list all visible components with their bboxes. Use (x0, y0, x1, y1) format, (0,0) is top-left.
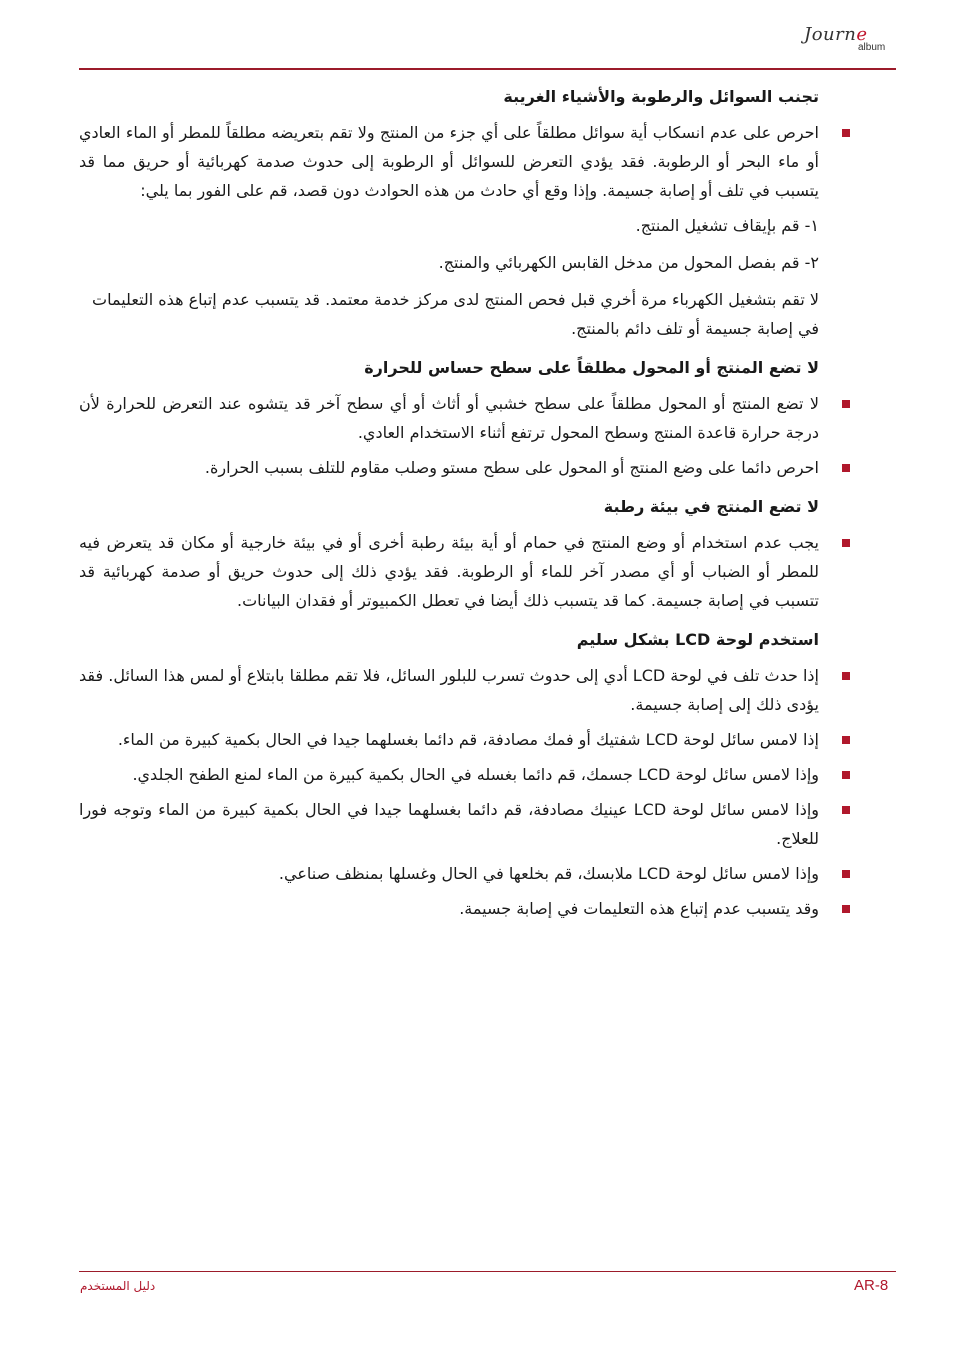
list-item: يجب عدم استخدام أو وضع المنتج في حمام أو أية بيئة رطبة أخرى أو في بيئة خارجية أو مكان قد يتعرض فيه للمطر أو الضباب أو أي مصدر آخر للماء أو الرطوبة. فقد يؤدي ذلك إلى حدوث حريق أو صدمة كهربائية قد تتسبب في إصابة جسيمة. كما قد يتسبب ذلك أيضا في تعطل الكمبيوتر أو فقدان البيانات. (79, 528, 819, 615)
list-item: احرص دائما على وضع المنتج أو المحول على سطح مستو وصلب مقاوم للتلف بسبب الحرارة. (79, 453, 819, 482)
numbered-steps (79, 211, 819, 277)
square-bullet-icon (842, 905, 850, 913)
list-item: وإذا لامس سائل لوحة LCD ملابسك، قم بخلعها في الحال وغسلها بمنظف صناعي. (79, 859, 819, 888)
square-bullet-icon (842, 464, 850, 472)
manual-title: دليل المستخدم (80, 1279, 156, 1293)
square-bullet-icon (842, 736, 850, 744)
list-item: وإذا لامس سائل لوحة LCD عينيك مصادفة، قم دائما بغسلهما جيدا في الحال بكمية كبيرة من الماء وتوجه فورا للعلاج. (79, 795, 819, 853)
section-lcd (79, 623, 819, 923)
footer-divider (79, 1271, 896, 1272)
square-bullet-icon (842, 806, 850, 814)
list-item: إذا لامس سائل لوحة LCD شفتيك أو فمك مصادفة، قم دائما بغسلهما جيدا في الحال بكمية كبيرة من الماء. (79, 725, 819, 754)
square-bullet-icon (842, 400, 850, 408)
section-heading: تجنب السوائل والرطوبة والأشياء الغريبة (503, 87, 819, 106)
step-item: ٢- قم بفصل المحول من مدخل القابس الكهربائي والمنتج. (438, 253, 819, 272)
square-bullet-icon (842, 771, 850, 779)
list-item: لا تضع المنتج أو المحول مطلقاً على سطح خشبي أو أثاث أو أي سطح آخر قد يتشوه عند التعرض للحرارة لأن درجة حرارة قاعدة المنتج وسطح المحول ترتفع أثناء الاستخدام العادي. (79, 389, 819, 447)
section-heading: لا تضع المنتج في بيئة رطبة (603, 497, 819, 516)
square-bullet-icon (842, 539, 850, 547)
list-item: إذا حدث تلف في لوحة LCD أدي إلى حدوث تسرب للبلور السائل، فلا تقم مطلقا بابتلاع أو لمس هذا السائل. فقد يؤدى ذلك إلى إصابة جسيمة. (79, 661, 819, 719)
section-liquids (79, 80, 819, 343)
bullet-list (79, 389, 819, 482)
page-number: AR-8 (854, 1277, 889, 1294)
list-item: وقد يتسبب عدم إتباع هذه التعليمات في إصابة جسيمة. (79, 894, 819, 923)
step-item: ١- قم بإيقاف تشغيل المنتج. (635, 216, 819, 235)
section-heading: لا تضع المنتج أو المحول مطلقاً على سطح حساس للحرارة (364, 358, 819, 377)
square-bullet-icon (842, 672, 850, 680)
header-divider (79, 68, 896, 70)
bullet-list (79, 661, 819, 923)
bullet-list (79, 118, 819, 205)
section-humidity (79, 490, 819, 615)
list-item: احرص على عدم انسكاب أية سوائل مطلقاً على أي جزء من المنتج ولا تقم بتعريضه مطلقاً للمطر أو الماء العادي أو ماء البحر أو الرطوبة. فقد يؤدي التعرض للسوائل أو الرطوبة إلى حدوث صدمة كهربائية أو حريق مما قد يتسبب في تلف أو إصابة جسيمة. وإذا وقع أي حادث من هذه الحوادث دون قصد، قم على الفور بما يلي: (79, 118, 819, 205)
bullet-list (79, 528, 819, 615)
section-heading: استخدم لوحة LCD بشكل سليم (576, 630, 819, 649)
square-bullet-icon (842, 129, 850, 137)
square-bullet-icon (842, 870, 850, 878)
section-heat (79, 351, 819, 482)
section-note: لا تقم بتشغيل الكهرباء مرة أخري قبل فحص المنتج لدى مركز خدمة معتمد. قد يتسبب عدم إتباع هذه التعليمات في إصابة جسيمة أو تلف دائم بالمنتج. (92, 290, 819, 338)
journe-album-logo: Journe album (804, 24, 886, 53)
document-body (79, 80, 819, 931)
list-item: وإذا لامس سائل لوحة LCD جسمك، قم دائما بغسله في الحال بكمية كبيرة من الماء لمنع الطفح الجلدي. (79, 760, 819, 789)
